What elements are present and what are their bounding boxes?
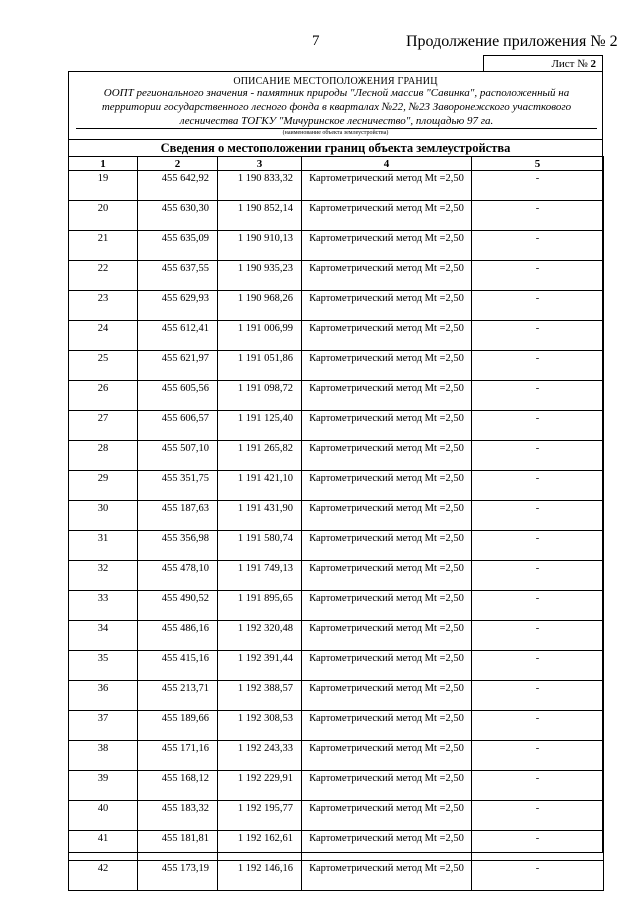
point-number-cell: 36 <box>69 681 138 711</box>
note-cell: - <box>472 411 604 441</box>
point-number-cell: 42 <box>69 861 138 891</box>
y-coordinate-cell: 1 190 935,23 <box>218 261 302 291</box>
table-row <box>69 321 604 351</box>
method-cell: Картометрический метод Mt =2,50 <box>302 501 472 531</box>
note-cell: - <box>472 651 604 681</box>
point-number-cell: 20 <box>69 201 138 231</box>
table-row <box>69 471 604 501</box>
page-number: 7 <box>312 33 320 49</box>
x-coordinate-cell: 455 630,30 <box>138 201 218 231</box>
x-coordinate-cell: 455 356,98 <box>138 531 218 561</box>
point-number-cell: 28 <box>69 441 138 471</box>
point-number-cell: 25 <box>69 351 138 381</box>
point-number-cell: 29 <box>69 471 138 501</box>
method-cell: Картометрический метод Mt =2,50 <box>302 531 472 561</box>
note-cell: - <box>472 321 604 351</box>
x-coordinate-cell: 455 181,81 <box>138 831 218 861</box>
y-coordinate-cell: 1 191 749,13 <box>218 561 302 591</box>
method-cell: Картометрический метод Mt =2,50 <box>302 621 472 651</box>
point-number-cell: 30 <box>69 501 138 531</box>
table-row <box>69 501 604 531</box>
method-cell: Картометрический метод Mt =2,50 <box>302 351 472 381</box>
point-number-cell: 19 <box>69 171 138 201</box>
method-cell: Картометрический метод Mt =2,50 <box>302 231 472 261</box>
table-header-row <box>69 157 604 171</box>
table-row <box>69 531 604 561</box>
y-coordinate-cell: 1 191 431,90 <box>218 501 302 531</box>
y-coordinate-cell: 1 192 229,91 <box>218 771 302 801</box>
point-number-cell: 39 <box>69 771 138 801</box>
table-row <box>69 621 604 651</box>
y-coordinate-cell: 1 190 833,32 <box>218 171 302 201</box>
method-cell: Картометрический метод Mt =2,50 <box>302 471 472 501</box>
point-number-cell: 38 <box>69 741 138 771</box>
sheet-label-box <box>483 55 603 72</box>
note-cell: - <box>472 441 604 471</box>
method-cell: Картометрический метод Mt =2,50 <box>302 741 472 771</box>
table-row <box>69 261 604 291</box>
point-number-cell: 21 <box>69 231 138 261</box>
point-number-cell: 41 <box>69 831 138 861</box>
x-coordinate-cell: 455 642,92 <box>138 171 218 201</box>
x-coordinate-cell: 455 490,52 <box>138 591 218 621</box>
y-coordinate-cell: 1 192 243,33 <box>218 741 302 771</box>
method-cell: Картометрический метод Mt =2,50 <box>302 201 472 231</box>
y-coordinate-cell: 1 191 006,99 <box>218 321 302 351</box>
x-coordinate-cell: 455 183,32 <box>138 801 218 831</box>
x-coordinate-cell: 455 351,75 <box>138 471 218 501</box>
table-row <box>69 861 604 891</box>
x-coordinate-cell: 455 605,56 <box>138 381 218 411</box>
table-row <box>69 801 604 831</box>
y-coordinate-cell: 1 191 265,82 <box>218 441 302 471</box>
note-cell: - <box>472 771 604 801</box>
column-header: 2 <box>138 157 218 171</box>
description-underline <box>76 128 597 129</box>
point-number-cell: 23 <box>69 291 138 321</box>
point-number-cell: 34 <box>69 621 138 651</box>
table-row <box>69 711 604 741</box>
table-row <box>69 561 604 591</box>
note-cell: - <box>472 381 604 411</box>
point-number-cell: 24 <box>69 321 138 351</box>
point-number-cell: 40 <box>69 801 138 831</box>
y-coordinate-cell: 1 190 968,26 <box>218 291 302 321</box>
y-coordinate-cell: 1 192 195,77 <box>218 801 302 831</box>
y-coordinate-cell: 1 191 125,40 <box>218 411 302 441</box>
table-row <box>69 651 604 681</box>
x-coordinate-cell: 455 635,09 <box>138 231 218 261</box>
note-cell: - <box>472 741 604 771</box>
note-cell: - <box>472 171 604 201</box>
x-coordinate-cell: 455 415,16 <box>138 651 218 681</box>
note-cell: - <box>472 471 604 501</box>
continuation-title: Продолжение приложения № 2 <box>406 33 618 50</box>
table-row <box>69 741 604 771</box>
note-cell: - <box>472 531 604 561</box>
sheet-label: Лист № <box>551 58 588 70</box>
note-cell: - <box>472 501 604 531</box>
column-header: 3 <box>218 157 302 171</box>
y-coordinate-cell: 1 192 146,16 <box>218 861 302 891</box>
y-coordinate-cell: 1 191 098,72 <box>218 381 302 411</box>
table-row <box>69 441 604 471</box>
table-row <box>69 681 604 711</box>
note-cell: - <box>472 831 604 861</box>
x-coordinate-cell: 455 478,10 <box>138 561 218 591</box>
point-number-cell: 32 <box>69 561 138 591</box>
y-coordinate-cell: 1 192 162,61 <box>218 831 302 861</box>
method-cell: Картометрический метод Mt =2,50 <box>302 381 472 411</box>
point-number-cell: 26 <box>69 381 138 411</box>
method-cell: Картометрический метод Mt =2,50 <box>302 801 472 831</box>
table-row <box>69 591 604 621</box>
note-cell: - <box>472 801 604 831</box>
note-cell: - <box>472 711 604 741</box>
note-cell: - <box>472 591 604 621</box>
y-coordinate-cell: 1 192 391,44 <box>218 651 302 681</box>
x-coordinate-cell: 455 168,12 <box>138 771 218 801</box>
method-cell: Картометрический метод Mt =2,50 <box>302 321 472 351</box>
x-coordinate-cell: 455 173,19 <box>138 861 218 891</box>
x-coordinate-cell: 455 637,55 <box>138 261 218 291</box>
table-row <box>69 231 604 261</box>
method-cell: Картометрический метод Mt =2,50 <box>302 651 472 681</box>
table-row <box>69 831 604 861</box>
x-coordinate-cell: 455 621,97 <box>138 351 218 381</box>
method-cell: Картометрический метод Mt =2,50 <box>302 561 472 591</box>
section-title: Сведения о местоположении границ объекта землеустройства <box>68 139 603 156</box>
table-row <box>69 171 604 201</box>
column-header: 5 <box>472 157 604 171</box>
y-coordinate-cell: 1 191 895,65 <box>218 591 302 621</box>
form-title: ОПИСАНИЕ МЕСТОПОЛОЖЕНИЯ ГРАНИЦ <box>233 76 438 87</box>
point-number-cell: 35 <box>69 651 138 681</box>
note-cell: - <box>472 561 604 591</box>
x-coordinate-cell: 455 606,57 <box>138 411 218 441</box>
x-coordinate-cell: 455 189,66 <box>138 711 218 741</box>
y-coordinate-cell: 1 190 852,14 <box>218 201 302 231</box>
table-row <box>69 291 604 321</box>
method-cell: Картометрический метод Mt =2,50 <box>302 171 472 201</box>
method-cell: Картометрический метод Mt =2,50 <box>302 771 472 801</box>
y-coordinate-cell: 1 191 421,10 <box>218 471 302 501</box>
x-coordinate-cell: 455 612,41 <box>138 321 218 351</box>
method-cell: Картометрический метод Mt =2,50 <box>302 711 472 741</box>
note-cell: - <box>472 261 604 291</box>
note-cell: - <box>472 291 604 321</box>
x-coordinate-cell: 455 187,63 <box>138 501 218 531</box>
y-coordinate-cell: 1 192 320,48 <box>218 621 302 651</box>
column-header: 1 <box>69 157 138 171</box>
column-header: 4 <box>302 157 472 171</box>
method-cell: Картометрический метод Mt =2,50 <box>302 441 472 471</box>
point-number-cell: 27 <box>69 411 138 441</box>
point-number-cell: 31 <box>69 531 138 561</box>
table-row <box>69 771 604 801</box>
point-number-cell: 37 <box>69 711 138 741</box>
method-cell: Картометрический метод Mt =2,50 <box>302 861 472 891</box>
x-coordinate-cell: 455 507,10 <box>138 441 218 471</box>
note-cell: - <box>472 861 604 891</box>
table-row <box>69 351 604 381</box>
method-cell: Картометрический метод Mt =2,50 <box>302 591 472 621</box>
y-coordinate-cell: 1 191 051,86 <box>218 351 302 381</box>
method-cell: Картометрический метод Mt =2,50 <box>302 831 472 861</box>
method-cell: Картометрический метод Mt =2,50 <box>302 261 472 291</box>
x-coordinate-cell: 455 213,71 <box>138 681 218 711</box>
y-coordinate-cell: 1 190 910,13 <box>218 231 302 261</box>
method-cell: Картометрический метод Mt =2,50 <box>302 411 472 441</box>
y-coordinate-cell: 1 191 580,74 <box>218 531 302 561</box>
note-cell: - <box>472 231 604 261</box>
method-cell: Картометрический метод Mt =2,50 <box>302 291 472 321</box>
boundary-table <box>68 156 604 891</box>
note-cell: - <box>472 351 604 381</box>
note-cell: - <box>472 681 604 711</box>
y-coordinate-cell: 1 192 308,53 <box>218 711 302 741</box>
table-row <box>69 411 604 441</box>
y-coordinate-cell: 1 192 388,57 <box>218 681 302 711</box>
table-row <box>69 201 604 231</box>
description-note: (наименование объекта землеустройства) <box>282 130 389 136</box>
point-number-cell: 22 <box>69 261 138 291</box>
note-cell: - <box>472 621 604 651</box>
method-cell: Картометрический метод Mt =2,50 <box>302 681 472 711</box>
point-number-cell: 33 <box>69 591 138 621</box>
x-coordinate-cell: 455 486,16 <box>138 621 218 651</box>
table-row <box>69 381 604 411</box>
object-description: ООПТ регионального значения - памятник природы "Лесной массив "Савинка", расположенный на территории государственного лесного фонда в кварталах №22, №23 Заворонежского участкового лесничества ТОГКУ "Мичуринское лесничество", площадью 97 га. <box>101 87 572 127</box>
sheet-number: 2 <box>590 58 596 70</box>
x-coordinate-cell: 455 171,16 <box>138 741 218 771</box>
x-coordinate-cell: 455 629,93 <box>138 291 218 321</box>
note-cell: - <box>472 201 604 231</box>
